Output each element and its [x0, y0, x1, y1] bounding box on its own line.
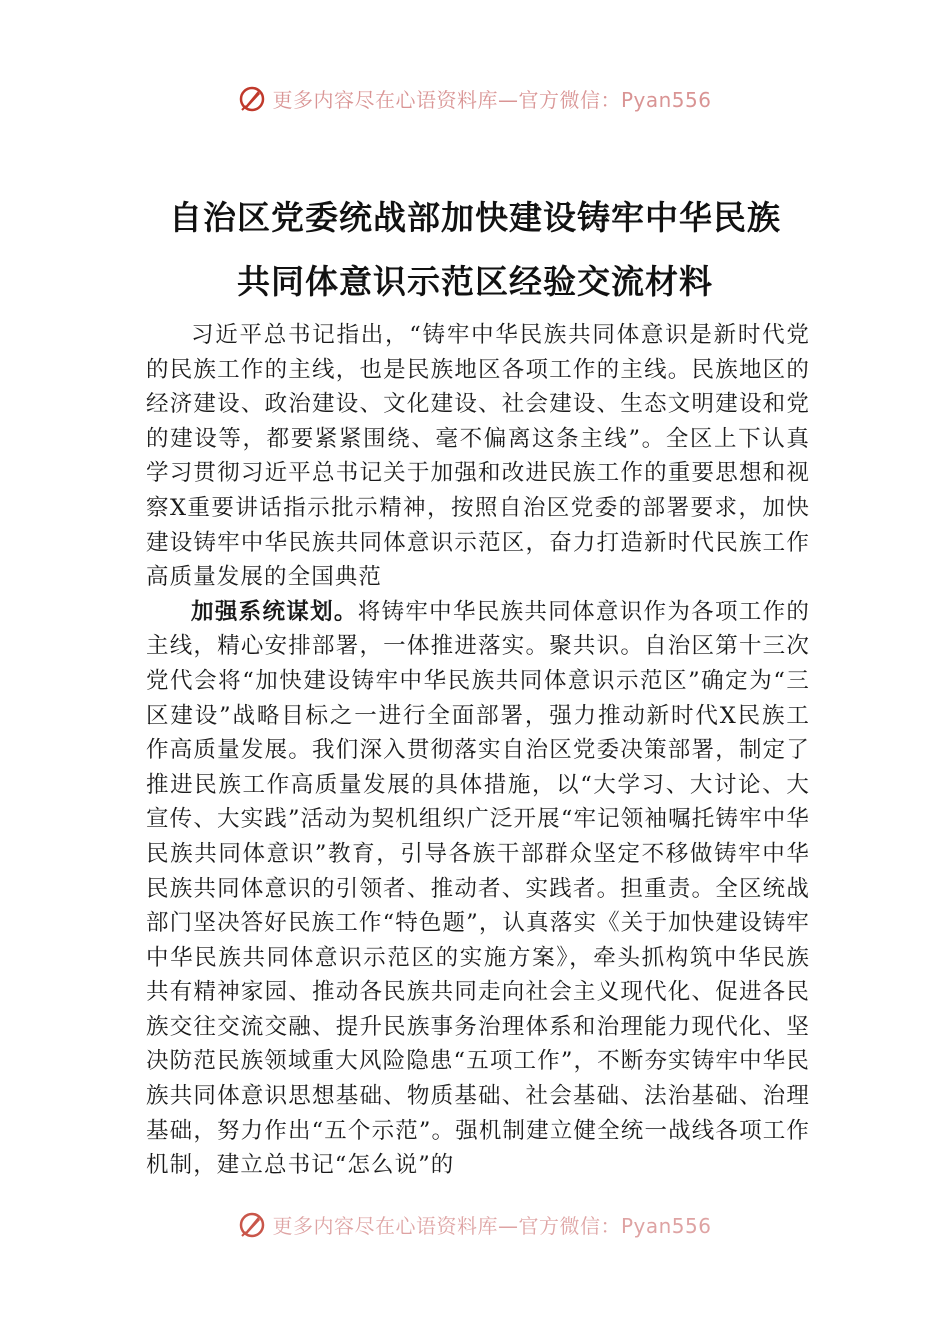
paragraph-2-lead: 加强系统谋划。 [191, 598, 358, 625]
watermark-top [0, 84, 950, 113]
paragraph-2 [146, 595, 810, 1183]
document-title-line-2: 共同体意识示范区经验交流材料 [237, 262, 713, 301]
paragraph-1-text: 习近平总书记指出，“铸牢中华民族共同体意识是新时代党的民族工作的主线，也是民族地区各项工作的主线。民族地区的经济建设、政治建设、文化建设、社会建设、生态文明建设和党的建设等，都要紧紧围绕、毫不偏离这条主线”。全区上下认真学习贯彻习近平总书记关于加强和改进民族工作的重要思想和视察X重要讲话指示批示精神，按照自治区党委的部署要求，加快建设铸牢中华民族共同体意识示范区，奋力打造新时代民族工作高质量发展的全国典范 [146, 322, 810, 591]
quill-pen-logo-icon [238, 85, 266, 113]
document-title-line-1: 自治区党委统战部加快建设铸牢中华民族 [169, 198, 781, 237]
paragraph-1 [146, 318, 810, 595]
document-body [146, 318, 810, 1183]
paragraph-2-text: 将铸牢中华民族共同体意识作为各项工作的主线，精心安排部署，一体推进落实。聚共识。自治区第十三次党代会将“加快建设铸牢中华民族共同体意识示范区”确定为“三区建设”战略目标之一进行全面部署，强力推动新时代X民族工作高质量发展。我们深入贯彻落实自治区党委决策部署，制定了推进民族工作高质量发展的具体措施，以“大学习、大讨论、大宣传、大实践”活动为契机组织广泛开展“牢记领袖嘱托铸牢中华民族共同体意识”教育，引导各族干部群众坚定不移做铸牢中华民族共同体意识的引领者、推动者、实践者。担重责。全区统战部门坚决答好民族工作“特色题”，认真落实《关于加快建设铸牢中华民族共同体意识示范区的实施方案》，牵头抓构筑中华民族共有精神家园、推动各民族共同走向社会主义现代化、促进各民族交往交流交融、提升民族事务治理体系和治理能力现代化、坚决防范民族领域重大风险隐患“五项工作”，不断夯实铸牢中华民族共同体意识思想基础、物质基础、社会基础、法治基础、治理基础，努力作出“五个示范”。强机制建立健全统一战线各项工作机制，建立总书记“怎么说”的 [146, 598, 811, 1179]
quill-pen-logo-icon [238, 1211, 266, 1239]
watermark-text: 更多内容尽在心语资料库—官方微信：Pyan556 [272, 88, 712, 112]
watermark-bottom [0, 1210, 950, 1239]
watermark-text: 更多内容尽在心语资料库—官方微信：Pyan556 [272, 1214, 712, 1238]
